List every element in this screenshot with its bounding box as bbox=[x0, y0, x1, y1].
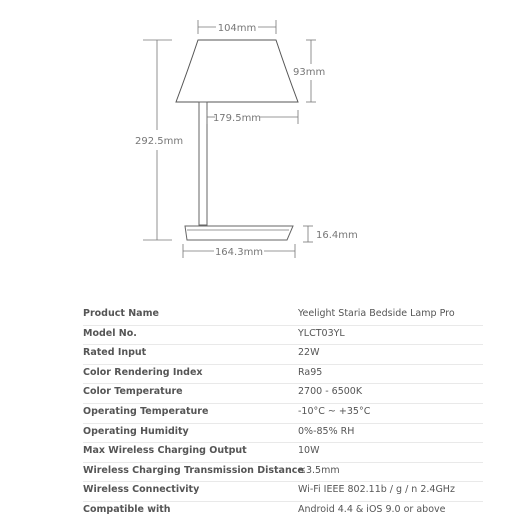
spec-label: Color Temperature bbox=[83, 386, 183, 398]
lamp-stem bbox=[199, 102, 207, 225]
dim-total-height: 292.5mm bbox=[135, 136, 184, 147]
spec-label: Max Wireless Charging Output bbox=[83, 445, 247, 457]
spec-label: Operating Humidity bbox=[83, 425, 189, 437]
spec-value: 0%-85% RH bbox=[298, 425, 355, 437]
spec-value: 10W bbox=[298, 445, 320, 457]
spec-value: Android 4.4 & iOS 9.0 or above bbox=[298, 503, 446, 515]
spec-value: ≤3.5mm bbox=[298, 464, 340, 476]
spec-row-color-temperature bbox=[83, 383, 483, 403]
spec-value: 22W bbox=[298, 347, 320, 359]
dim-base-width: 164.3mm bbox=[214, 247, 264, 258]
spec-label: Color Rendering Index bbox=[83, 366, 203, 378]
spec-row-product-name bbox=[83, 306, 483, 325]
spec-row-color-rendering-index bbox=[83, 364, 483, 384]
spec-label: Operating Temperature bbox=[83, 405, 209, 417]
spec-value: -10°C ~ +35°C bbox=[298, 405, 371, 417]
dim-base-height: 16.4mm bbox=[316, 230, 358, 241]
lamp-base bbox=[185, 226, 293, 240]
spec-row-max-wireless-charging-output bbox=[83, 442, 483, 462]
spec-label: Rated Input bbox=[83, 347, 147, 359]
spec-value: Ra95 bbox=[298, 366, 323, 378]
specifications-table bbox=[83, 306, 483, 521]
spec-value: Wi-Fi IEEE 802.11b / g / n 2.4GHz bbox=[298, 484, 455, 496]
dim-shade-bottom-width: 179.5mm bbox=[212, 113, 262, 124]
spec-row-wireless-connectivity bbox=[83, 481, 483, 501]
dim-shade-top-width: 104mm bbox=[217, 23, 257, 34]
spec-label: Compatible with bbox=[83, 503, 171, 515]
spec-row-compatible-with bbox=[83, 501, 483, 521]
spec-value: YLCT03YL bbox=[298, 327, 345, 339]
spec-label: Wireless Charging Transmission Distance bbox=[83, 464, 304, 476]
spec-row-wireless-charging-distance bbox=[83, 462, 483, 482]
spec-label: Model No. bbox=[83, 327, 137, 339]
spec-label: Wireless Connectivity bbox=[83, 484, 200, 496]
spec-value: 2700 - 6500K bbox=[298, 386, 363, 398]
dim-shade-height: 93mm bbox=[293, 67, 326, 78]
lamp-shade bbox=[176, 40, 298, 102]
spec-row-rated-input bbox=[83, 344, 483, 364]
spec-label: Product Name bbox=[83, 308, 159, 319]
spec-row-model-no bbox=[83, 325, 483, 345]
spec-row-operating-humidity bbox=[83, 423, 483, 443]
spec-row-operating-temperature bbox=[83, 403, 483, 423]
lamp-illustration bbox=[176, 40, 298, 240]
spec-value: Yeelight Staria Bedside Lamp Pro bbox=[298, 308, 455, 319]
